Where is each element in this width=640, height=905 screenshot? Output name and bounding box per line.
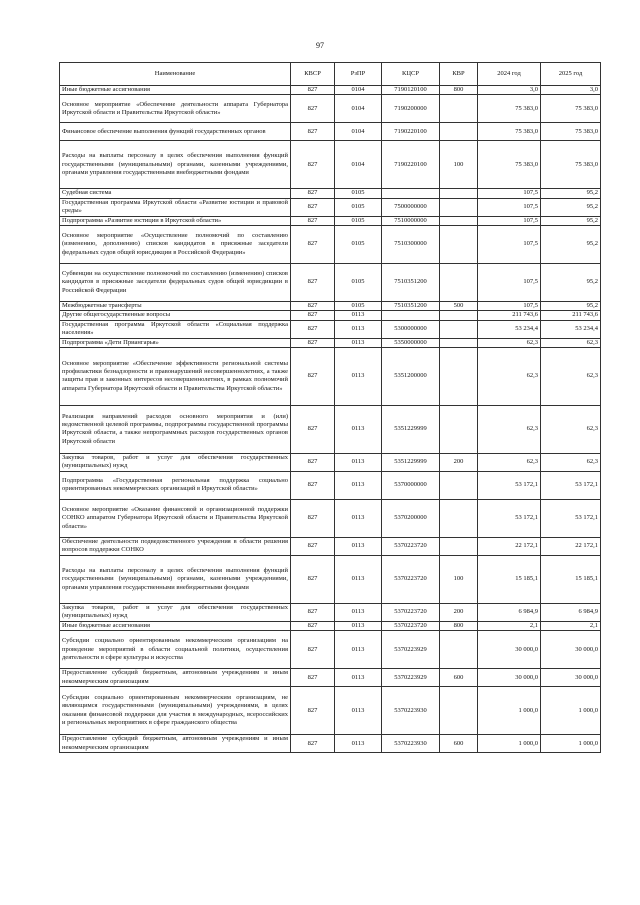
cell-kcsr xyxy=(382,189,440,198)
table-row xyxy=(60,499,601,537)
table-row xyxy=(60,621,601,630)
cell-kcsr: 5370223720 xyxy=(382,621,440,630)
table-row xyxy=(60,198,601,216)
table-row xyxy=(60,225,601,263)
cell-kvr: 200 xyxy=(440,603,478,621)
cell-rzpr: 0113 xyxy=(335,311,382,320)
cell-rzpr: 0113 xyxy=(335,537,382,555)
cell-kvsr: 827 xyxy=(291,537,335,555)
column-header-2024: 2024 год xyxy=(478,63,541,86)
cell-kvr xyxy=(440,338,478,347)
cell-kvr xyxy=(440,320,478,338)
cell-name: Предоставление субсидий бюджетным, автономным учреждениям и иным некоммерческим организациям xyxy=(60,669,291,687)
cell-kvsr: 827 xyxy=(291,263,335,301)
cell-2025: 53 234,4 xyxy=(541,320,601,338)
page-number: 97 xyxy=(316,41,324,50)
table-row xyxy=(60,95,601,123)
cell-kvr xyxy=(440,499,478,537)
cell-kcsr: 5370223929 xyxy=(382,669,440,687)
cell-2025: 95,2 xyxy=(541,189,601,198)
cell-kvsr: 827 xyxy=(291,735,335,753)
table-header-row xyxy=(60,63,601,86)
cell-kvsr: 827 xyxy=(291,621,335,630)
cell-rzpr: 0105 xyxy=(335,263,382,301)
table-row xyxy=(60,141,601,189)
cell-kvsr: 827 xyxy=(291,347,335,405)
cell-2025: 1 000,0 xyxy=(541,687,601,735)
cell-2024: 53 172,1 xyxy=(478,471,541,499)
cell-kcsr: 5370223720 xyxy=(382,555,440,603)
table-row xyxy=(60,263,601,301)
cell-rzpr: 0113 xyxy=(335,669,382,687)
table-row xyxy=(60,301,601,310)
cell-kvsr: 827 xyxy=(291,320,335,338)
cell-2024: 53 234,4 xyxy=(478,320,541,338)
cell-2025: 75 383,0 xyxy=(541,123,601,141)
cell-2024: 107,5 xyxy=(478,198,541,216)
cell-2024: 107,5 xyxy=(478,225,541,263)
cell-kvsr: 827 xyxy=(291,301,335,310)
cell-rzpr: 0113 xyxy=(335,555,382,603)
cell-kvr: 600 xyxy=(440,669,478,687)
column-header-kvr: КВР xyxy=(440,63,478,86)
cell-2024: 53 172,1 xyxy=(478,499,541,537)
cell-name: Подпрограмма «Дети Приангарья» xyxy=(60,338,291,347)
cell-kcsr: 7190220100 xyxy=(382,141,440,189)
cell-2024: 30 000,0 xyxy=(478,669,541,687)
cell-kvr: 600 xyxy=(440,735,478,753)
cell-2024: 15 185,1 xyxy=(478,555,541,603)
cell-kcsr: 7510000000 xyxy=(382,216,440,225)
cell-kvr xyxy=(440,95,478,123)
cell-name: Реализация направлений расходов основного мероприятия и (или) ведомственной целевой программы, подпрограммы государственной программы Иркутской области, а также непрограммных расходов государственных органов Иркутской области xyxy=(60,405,291,453)
cell-name: Другие общегосударственные вопросы xyxy=(60,311,291,320)
cell-kcsr: 7510300000 xyxy=(382,225,440,263)
cell-rzpr: 0105 xyxy=(335,216,382,225)
cell-kcsr: 7190120100 xyxy=(382,86,440,95)
cell-rzpr: 0104 xyxy=(335,123,382,141)
cell-kcsr: 5370200000 xyxy=(382,499,440,537)
cell-kvr xyxy=(440,687,478,735)
cell-name: Подпрограмма «Государственная региональная поддержка социально ориентированных некоммерческих организаций в Иркутской области» xyxy=(60,471,291,499)
cell-2025: 1 000,0 xyxy=(541,735,601,753)
cell-name: Государственная программа Иркутской области «Развитие юстиции и правовой среды» xyxy=(60,198,291,216)
cell-2024: 107,5 xyxy=(478,216,541,225)
cell-2025: 2,1 xyxy=(541,621,601,630)
cell-rzpr: 0113 xyxy=(335,405,382,453)
cell-kvsr: 827 xyxy=(291,603,335,621)
cell-kvsr: 827 xyxy=(291,86,335,95)
cell-kvsr: 827 xyxy=(291,198,335,216)
cell-kcsr: 7500000000 xyxy=(382,198,440,216)
cell-name: Основное мероприятие «Оказание финансовой и организационной поддержки СОНКО аппаратом Губернатора Иркутской области и Правительства Иркутской области» xyxy=(60,499,291,537)
cell-2024: 62,3 xyxy=(478,347,541,405)
cell-kvr xyxy=(440,347,478,405)
cell-name: Закупка товаров, работ и услуг для обеспечения государственных (муниципальных) нужд xyxy=(60,453,291,471)
cell-kvsr: 827 xyxy=(291,225,335,263)
cell-name: Межбюджетные трансферты xyxy=(60,301,291,310)
budget-table xyxy=(59,62,601,753)
cell-2025: 95,2 xyxy=(541,216,601,225)
cell-kcsr: 7510351200 xyxy=(382,263,440,301)
cell-2024: 107,5 xyxy=(478,189,541,198)
cell-kvsr: 827 xyxy=(291,631,335,669)
cell-2024: 62,3 xyxy=(478,405,541,453)
cell-rzpr: 0113 xyxy=(335,631,382,669)
cell-rzpr: 0113 xyxy=(335,471,382,499)
cell-name: Субсидии социально ориентированным некоммерческим организациям на проведение мероприятий в области социальной политики, осуществления деятельности в сфере культуры и искусства xyxy=(60,631,291,669)
cell-kcsr: 5351229999 xyxy=(382,405,440,453)
table-row xyxy=(60,603,601,621)
column-header-2025: 2025 год xyxy=(541,63,601,86)
cell-2024: 1 000,0 xyxy=(478,735,541,753)
cell-2025: 95,2 xyxy=(541,225,601,263)
cell-2024: 75 383,0 xyxy=(478,141,541,189)
table-row xyxy=(60,687,601,735)
cell-2025: 95,2 xyxy=(541,301,601,310)
cell-kvr xyxy=(440,225,478,263)
table-row xyxy=(60,453,601,471)
cell-2025: 62,3 xyxy=(541,405,601,453)
cell-kvsr: 827 xyxy=(291,216,335,225)
cell-kvsr: 827 xyxy=(291,338,335,347)
cell-name: Основное мероприятие «Обеспечение деятельности аппарата Губернатора Иркутской области и Правительства Иркутской области» xyxy=(60,95,291,123)
cell-kvr: 200 xyxy=(440,453,478,471)
cell-kcsr: 7190220100 xyxy=(382,123,440,141)
cell-rzpr: 0104 xyxy=(335,95,382,123)
cell-kcsr: 5350000000 xyxy=(382,338,440,347)
cell-2025: 6 984,9 xyxy=(541,603,601,621)
cell-2025: 95,2 xyxy=(541,263,601,301)
cell-kvsr: 827 xyxy=(291,687,335,735)
cell-kvr xyxy=(440,198,478,216)
cell-rzpr: 0113 xyxy=(335,621,382,630)
table-body xyxy=(60,86,601,753)
cell-kvr xyxy=(440,263,478,301)
cell-name: Иные бюджетные ассигнования xyxy=(60,86,291,95)
cell-kvsr: 827 xyxy=(291,499,335,537)
cell-rzpr: 0113 xyxy=(335,687,382,735)
cell-2025: 62,3 xyxy=(541,347,601,405)
cell-rzpr: 0104 xyxy=(335,141,382,189)
table-row xyxy=(60,735,601,753)
cell-kvr xyxy=(440,537,478,555)
cell-kvr xyxy=(440,189,478,198)
cell-kvsr: 827 xyxy=(291,555,335,603)
cell-rzpr: 0113 xyxy=(335,320,382,338)
cell-kcsr: 5370000000 xyxy=(382,471,440,499)
cell-2024: 107,5 xyxy=(478,301,541,310)
cell-kvsr: 827 xyxy=(291,453,335,471)
cell-2025: 95,2 xyxy=(541,198,601,216)
cell-name: Закупка товаров, работ и услуг для обеспечения государственных (муниципальных) нужд xyxy=(60,603,291,621)
cell-kvsr: 827 xyxy=(291,669,335,687)
cell-rzpr: 0113 xyxy=(335,735,382,753)
cell-name: Субсидии социально ориентированным некоммерческим организациям, не являющимся государственными (муниципальными) учреждениями, в целях оказания финансовой поддержки для участия в международных, всероссийских и региональных мероприятиях в сфере гражданского общества xyxy=(60,687,291,735)
cell-rzpr: 0105 xyxy=(335,198,382,216)
cell-2025: 75 383,0 xyxy=(541,95,601,123)
cell-2024: 211 743,6 xyxy=(478,311,541,320)
cell-2025: 62,3 xyxy=(541,453,601,471)
cell-kvsr: 827 xyxy=(291,471,335,499)
cell-name: Государственная программа Иркутской области «Социальная поддержка населения» xyxy=(60,320,291,338)
cell-2024: 3,0 xyxy=(478,86,541,95)
table-row xyxy=(60,405,601,453)
table-row xyxy=(60,471,601,499)
cell-kcsr: 5351200000 xyxy=(382,347,440,405)
cell-2025: 75 383,0 xyxy=(541,141,601,189)
cell-name: Основное мероприятие «Осуществление полномочий по составлению (изменению, дополнению) списков кандидатов в присяжные заседатели федеральных судов общей юрисдикции в Российской Федерации» xyxy=(60,225,291,263)
cell-name: Иные бюджетные ассигнования xyxy=(60,621,291,630)
cell-name: Субвенции на осуществление полномочий по составлению (изменению) списков кандидатов в присяжные заседатели федеральных судов общей юрисдикции в Российской Федерации xyxy=(60,263,291,301)
table-row xyxy=(60,189,601,198)
column-header-kcsr: КЦСР xyxy=(382,63,440,86)
cell-kvsr: 827 xyxy=(291,189,335,198)
cell-kvr xyxy=(440,631,478,669)
cell-rzpr: 0113 xyxy=(335,453,382,471)
cell-rzpr: 0113 xyxy=(335,347,382,405)
cell-rzpr: 0104 xyxy=(335,86,382,95)
table-row xyxy=(60,86,601,95)
cell-2025: 53 172,1 xyxy=(541,471,601,499)
cell-rzpr: 0113 xyxy=(335,499,382,537)
cell-kvr: 500 xyxy=(440,301,478,310)
cell-rzpr: 0105 xyxy=(335,301,382,310)
cell-kcsr: 5370223720 xyxy=(382,537,440,555)
table-row xyxy=(60,123,601,141)
cell-rzpr: 0113 xyxy=(335,603,382,621)
cell-2024: 1 000,0 xyxy=(478,687,541,735)
column-header-name: Наименование xyxy=(60,63,291,86)
cell-2025: 30 000,0 xyxy=(541,631,601,669)
table-row xyxy=(60,555,601,603)
cell-kvr: 100 xyxy=(440,141,478,189)
cell-kvr xyxy=(440,471,478,499)
column-header-kvsr: КВСР xyxy=(291,63,335,86)
cell-kvr xyxy=(440,216,478,225)
cell-rzpr: 0105 xyxy=(335,225,382,263)
cell-kvr: 800 xyxy=(440,621,478,630)
cell-name: Финансовое обеспечение выполнения функций государственных органов xyxy=(60,123,291,141)
cell-kvsr: 827 xyxy=(291,123,335,141)
table-row xyxy=(60,311,601,320)
table-row xyxy=(60,631,601,669)
cell-2024: 22 172,1 xyxy=(478,537,541,555)
cell-kcsr: 7510351200 xyxy=(382,301,440,310)
cell-2024: 62,3 xyxy=(478,338,541,347)
table-row xyxy=(60,669,601,687)
cell-kcsr: 5300000000 xyxy=(382,320,440,338)
cell-2024: 107,5 xyxy=(478,263,541,301)
cell-kcsr: 5370223929 xyxy=(382,631,440,669)
cell-name: Обеспечение деятельности подведомственного учреждения в области решения вопросов поддержки СОНКО xyxy=(60,537,291,555)
cell-2025: 15 185,1 xyxy=(541,555,601,603)
table-row xyxy=(60,320,601,338)
cell-kcsr: 5351229999 xyxy=(382,453,440,471)
cell-name: Предоставление субсидий бюджетным, автономным учреждениям и иным некоммерческим организациям xyxy=(60,735,291,753)
cell-2025: 3,0 xyxy=(541,86,601,95)
table-row xyxy=(60,537,601,555)
cell-2024: 62,3 xyxy=(478,453,541,471)
cell-rzpr: 0113 xyxy=(335,338,382,347)
cell-kvr: 800 xyxy=(440,86,478,95)
cell-name: Основное мероприятие «Обеспечение эффективности региональной системы профилактики безнадзорности и правонарушений несовершеннолетних, а также защиты прав и законных интересов несовершеннолетних, в рамках полномочий аппарата Губернатора Иркутской области и Правительства Иркутской области» xyxy=(60,347,291,405)
cell-name: Расходы на выплаты персоналу в целях обеспечения выполнения функций государственными (муниципальными) органами, казенными учреждениями, органами управления государственными внебюджетными фондами xyxy=(60,555,291,603)
cell-kcsr: 7190200000 xyxy=(382,95,440,123)
cell-2025: 30 000,0 xyxy=(541,669,601,687)
cell-kcsr: 5370223720 xyxy=(382,603,440,621)
table-row xyxy=(60,216,601,225)
cell-kvr xyxy=(440,123,478,141)
cell-2024: 30 000,0 xyxy=(478,631,541,669)
cell-kvr xyxy=(440,311,478,320)
cell-2024: 2,1 xyxy=(478,621,541,630)
cell-2024: 75 383,0 xyxy=(478,95,541,123)
cell-kvr: 100 xyxy=(440,555,478,603)
cell-2025: 53 172,1 xyxy=(541,499,601,537)
cell-name: Судебная система xyxy=(60,189,291,198)
cell-kvsr: 827 xyxy=(291,95,335,123)
cell-kcsr xyxy=(382,311,440,320)
column-header-rzpr: РзПР xyxy=(335,63,382,86)
cell-2025: 62,3 xyxy=(541,338,601,347)
cell-kcsr: 5370223930 xyxy=(382,687,440,735)
cell-2024: 6 984,9 xyxy=(478,603,541,621)
table-row xyxy=(60,347,601,405)
cell-kvsr: 827 xyxy=(291,141,335,189)
cell-2024: 75 383,0 xyxy=(478,123,541,141)
cell-rzpr: 0105 xyxy=(335,189,382,198)
cell-kvsr: 827 xyxy=(291,405,335,453)
cell-2025: 211 743,6 xyxy=(541,311,601,320)
cell-kcsr: 5370223930 xyxy=(382,735,440,753)
cell-kvr xyxy=(440,405,478,453)
cell-name: Расходы на выплаты персоналу в целях обеспечения выполнения функций государственными (муниципальными) органами, казенными учреждениями, органами управления государственными внебюджетными фондами xyxy=(60,141,291,189)
cell-2025: 22 172,1 xyxy=(541,537,601,555)
cell-name: Подпрограмма «Развитие юстиции в Иркутской области» xyxy=(60,216,291,225)
table-row xyxy=(60,338,601,347)
cell-kvsr: 827 xyxy=(291,311,335,320)
